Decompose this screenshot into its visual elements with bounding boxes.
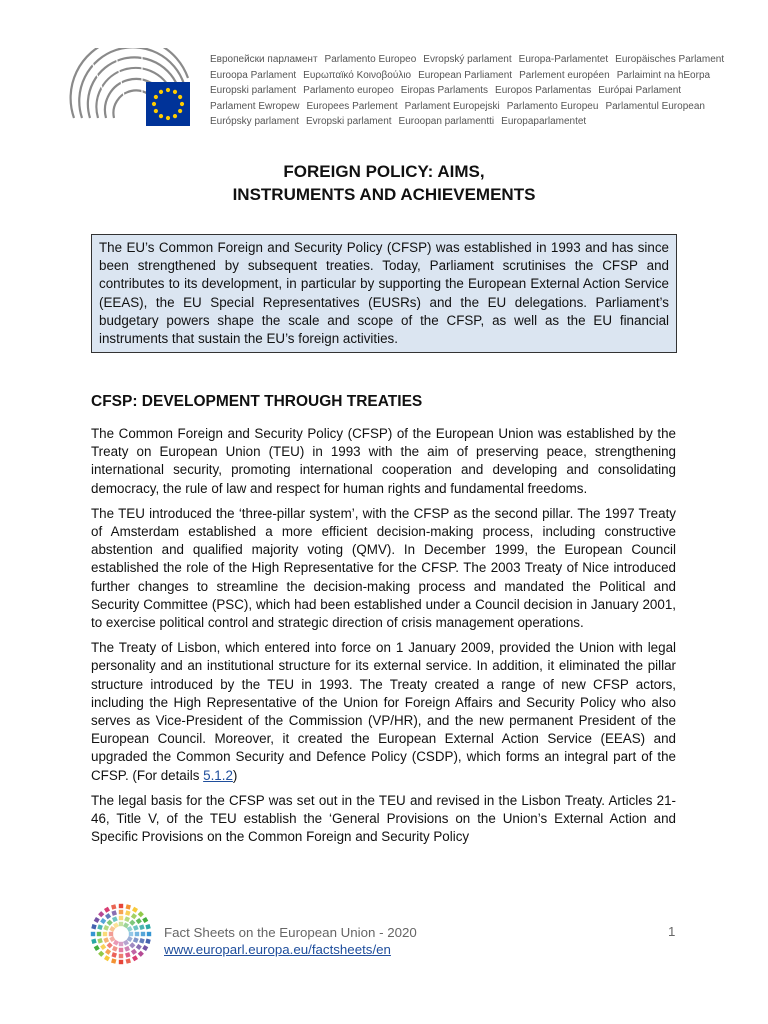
logo-dot	[145, 924, 150, 929]
parliament-name: Európai Parlament	[598, 85, 682, 97]
logo-dot	[119, 922, 123, 926]
logo-dot	[103, 937, 109, 943]
parliament-names-line	[210, 114, 740, 130]
eu-star-icon	[166, 116, 170, 120]
logo-dot	[94, 945, 100, 951]
paragraph-3-text: The Treaty of Lisbon, which entered into force on 1 January 2009, provided the Union with legal personality and an institutional structure for its external service. In addition, it eliminated the pillar structure introduced by the TEU in 1993. The Treaty created a range of new CFSP actors, including the High Representative of the Union for Foreign Affairs and Security Policy who also serves as Vice-President of the Commission (VP/HR), and the new permanent President of the European Council. Moreover, it created the European External Action Service (EEAS) and upgraded the Common Security and Defence Policy (CSDP), which forms an integral part of the CFSP. (For details	[91, 640, 676, 783]
logo-dot	[107, 920, 113, 926]
parliament-name: Parlamento Europeo	[324, 54, 417, 65]
paragraph-1: The Common Foreign and Security Policy (CFSP) of the European Union was established by the Treaty on European Union (TEU) in 1993 with the aim of preserving peace, strengthening international security, promoting international cooperation and developing and consolidating democracy, the rule of law and respect for human rights and fundamental freedoms.	[91, 426, 676, 496]
parliament-name: Europees Parlement	[306, 100, 398, 112]
logo-dot	[111, 958, 116, 963]
logo-dot	[97, 924, 103, 930]
logo-dot	[111, 904, 116, 909]
parliament-name: Europos Parlamentas	[495, 85, 592, 97]
title-line-1: FOREIGN POLICY: AIMS,	[283, 162, 485, 181]
parliament-name: Evropski parlament	[305, 116, 392, 128]
logo-dot	[126, 958, 131, 963]
eu-star-icon	[178, 95, 182, 99]
logo-dot	[112, 916, 118, 922]
logo-dot	[131, 913, 137, 919]
parliament-name: Evropský parlament	[423, 54, 512, 65]
logo-dot	[142, 945, 148, 951]
details-link[interactable]: 5.1.2	[203, 767, 233, 783]
title-line-2: INSTRUMENTS AND ACHIEVEMENTS	[232, 185, 536, 204]
footer-label: Fact Sheets on the European Union - 2020	[164, 925, 417, 940]
eu-star-icon	[173, 114, 177, 118]
parliament-name: Parlament Europejski	[404, 100, 500, 112]
logo-dot	[142, 917, 148, 923]
logo-dot	[136, 918, 142, 924]
logo-dot	[103, 925, 109, 931]
parliament-names-line	[210, 99, 740, 115]
paragraph-2: The TEU introduced the ‘three-pillar system’, with the CFSP as the second pillar. The 1997 Treaty of Amsterdam established a more efficient decision-making process, including constructive abstention and qualified majority voting (QMV). In December 1999, the European Council established the role of the High Representative for the CFSP. The 2003 Treaty of Nice introduced further changes to streamline the decision-making process and mandated the Political and Security Committee (PSC), which had been established under a Council decision in January 2001, to exercise political control and strategic direction of crisis management operations.	[91, 505, 676, 631]
parliament-name: Europa-Parlamentet	[518, 54, 609, 65]
logo-dot	[119, 960, 123, 964]
parliament-name: Parlamentul European	[605, 100, 705, 112]
eu-star-icon	[173, 90, 177, 94]
logo-dot	[119, 942, 123, 946]
logo-dot	[94, 917, 100, 923]
logo-dot	[98, 911, 104, 917]
logo-dot	[105, 949, 111, 955]
parliament-name: Europski parlament	[210, 85, 297, 97]
page-number: 1	[668, 924, 676, 939]
parliament-names-line	[210, 68, 740, 84]
fact-sheets-logo	[90, 903, 152, 965]
paragraph-4: The legal basis for the CFSP was set out in the TEU and revised in the Lisbon Treaty. Articles 21-46, Title V, of the TEU establish the ‘General Provisions on the Union’s External Action and Specific Provisions on the Common Foreign and Security Policy	[91, 792, 676, 845]
parliament-name: Parlaimint na hEorpa	[616, 69, 711, 81]
parliament-names-line	[210, 52, 740, 68]
logo-dot	[138, 951, 144, 957]
logo-dot	[145, 939, 150, 944]
paragraph-3	[91, 639, 676, 785]
logo-dot	[100, 944, 106, 950]
logo-dot	[119, 910, 123, 914]
logo-dot	[119, 948, 123, 952]
eu-star-icon	[152, 102, 156, 106]
logo-dot	[133, 937, 139, 943]
footer	[164, 924, 417, 958]
logo-dot	[91, 924, 96, 929]
logo-dot	[111, 910, 117, 916]
parliament-name: Ευρωπαϊκό Κοινοβούλιο	[303, 69, 412, 81]
parliament-name: Europaparlamentet	[501, 116, 587, 128]
section-heading: CFSP: DEVELOPMENT THROUGH TREATIES	[91, 393, 423, 410]
parliament-name: Parlamento Europeu	[506, 100, 599, 112]
eu-star-icon	[154, 109, 158, 113]
logo-dot	[147, 932, 151, 936]
european-parliament-logo	[62, 48, 200, 132]
logo-dot	[107, 942, 113, 948]
summary-box: The EU’s Common Foreign and Security Policy (CFSP) was established in 1993 and has since been strengthened by subsequent treaties. Today, Parliament scrutinises the CFSP and contributes to its development, in particular by supporting the European External Action Service (EEAS), the EU Special Representatives (EUSRs) and the EU delegations. Parliament’s budgetary powers shape the scale and scope of the CFSP, as well as the EU financial instruments that sustain the EU’s foreign activities.	[91, 234, 677, 353]
logo-dot	[124, 946, 130, 952]
logo-dot	[98, 951, 104, 957]
logo-dot	[139, 938, 145, 944]
logo-dot	[104, 907, 110, 913]
parliament-name: Parlamento europeo	[303, 85, 394, 97]
logo-dot	[133, 925, 139, 931]
logo-dot	[111, 952, 117, 958]
parliament-name: Euroopan parlamentti	[398, 116, 495, 128]
factsheets-link[interactable]: www.europarl.europa.eu/factsheets/en	[164, 942, 391, 957]
logo-dot	[141, 932, 145, 936]
logo-dot	[124, 916, 130, 922]
body-text	[91, 425, 676, 853]
logo-dot	[125, 910, 131, 916]
logo-dot	[91, 932, 95, 936]
eu-star-icon	[166, 88, 170, 92]
logo-dot	[125, 952, 131, 958]
parliament-names	[210, 52, 740, 130]
logo-dot	[91, 939, 96, 944]
logo-dot	[97, 938, 103, 944]
logo-dot	[132, 907, 138, 913]
parliament-name: Eiropas Parlaments	[400, 85, 489, 97]
logo-dot	[104, 955, 110, 961]
logo-dot	[97, 932, 101, 936]
logo-dot	[109, 932, 113, 936]
parliament-names-line	[210, 83, 740, 99]
parliament-name: European Parliament	[418, 69, 513, 81]
logo-dot	[136, 944, 142, 950]
eu-star-icon	[178, 109, 182, 113]
eu-star-icon	[159, 114, 163, 118]
logo-dot	[112, 946, 118, 952]
logo-dot	[135, 932, 139, 936]
logo-dot	[139, 924, 145, 930]
parliament-name: Euroopa Parlament	[210, 69, 297, 81]
parliament-name: Parlement européen	[519, 69, 610, 81]
logo-dot	[119, 954, 123, 958]
logo-dot	[119, 904, 123, 908]
page-header	[62, 48, 742, 132]
paragraph-3-end: )	[232, 767, 238, 783]
logo-dot	[132, 955, 138, 961]
logo-dot	[105, 913, 111, 919]
eu-star-icon	[159, 90, 163, 94]
page-title	[0, 160, 768, 206]
logo-dot	[129, 920, 135, 926]
logo-dot	[103, 932, 107, 936]
eu-star-icon	[154, 95, 158, 99]
logo-dot	[129, 942, 135, 948]
logo-dot	[119, 916, 123, 920]
logo-dot	[100, 918, 106, 924]
logo-dot	[131, 949, 137, 955]
parliament-name: Европейски парламент	[210, 54, 318, 65]
logo-dot	[126, 904, 131, 909]
eu-star-icon	[180, 102, 184, 106]
logo-dot	[129, 932, 133, 936]
parliament-name: Parlament Ewropew	[210, 100, 300, 112]
parliament-name: Europäisches Parlament	[615, 54, 725, 65]
logo-dot	[138, 911, 144, 917]
parliament-name: Európsky parlament	[210, 116, 299, 128]
